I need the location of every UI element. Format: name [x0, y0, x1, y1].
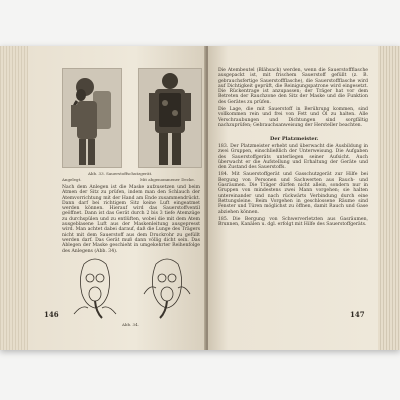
left-page-edges	[0, 46, 28, 350]
left-paragraph: Nach dem Anlegen ist die Maske aufzusetzen und beim Atmen der Sitz zu prüfen, indem man den Schlauch der Atemvorrichtung mit der Hand am Ende zusammendrückt. Dann darf bei richtigem Sitz keine Luft eingeatmet werden können. Hierauf wird das Sauerstoffventil geöffnet. Dann ist das Gerät durch 2 bis 3 tiefe Atemzüge zu durchspülen und zu entlüften, wobei die mit dem Atem ausgeblasene Luft aus der Maskenleitung ausgepresst wird. Man achtet dabei darauf, daß die Lunge des Trägers nicht mit dem Sauerstoff aus dem Druckrohr zu gefüllt werden darf. Das Gerät muß dann völlig dicht sein. Das Ablegen der Maske geschieht in umgekehrter Reihenfolge des Anlegens (Abb. 34).	[62, 185, 200, 254]
photo-image	[139, 69, 201, 167]
photo-respirator-back	[138, 68, 202, 168]
sketch-mask-right	[136, 254, 198, 320]
right-paragraph: 183. Der Platzmeister erhebt und überwacht die Ausbildung in zwei Gruppen, einschließlich der Unterweisung. Die Aufgaben des Sauerstoffgeräts unterliegen seiner Aufsicht. Auch überwacht er die Aufstellung und Erhaltung der Geräte und den Zustand des Sauerstoffs.	[218, 144, 368, 171]
figure-34-caption: Abb. 34.	[122, 322, 139, 327]
right-paragraph: 184. Mit Sauerstoffgerät und Gasschutzgerät zur Hilfe bei Bergung von Personen und Sachwerten aus Rauch- und Gasräumen. Die Träger dürfen nicht allein, sondern nur in Gruppen von mindestens zwei Mann vorgehen; sie halten untereinander und nach rückwärts Verbindung durch eine Rettungsleine. Beim Vorgehen in geschlossene Räume sind Fenster und Türen möglichst zu öffnen, damit Rauch und Gase abziehen können.	[218, 172, 368, 215]
photo-respirator-front	[62, 68, 122, 168]
left-body-text	[62, 185, 200, 254]
right-paragraph: Die Lage, die mit Sauerstoff in Berührung kommen, sind vollkommen rein und frei von Fett und Öl zu halten. Alle Verschraubungen und Dichtungen sind sorgfältig nachzuprüfen; Gebrauchsanweisung der Hersteller beachten.	[218, 107, 368, 128]
right-body-text-bottom	[218, 144, 368, 227]
photo-image	[63, 69, 121, 167]
right-page	[208, 46, 378, 350]
open-book	[0, 46, 400, 350]
right-body-text-top	[218, 68, 368, 128]
mask-drawing	[64, 254, 126, 320]
figure-33-subcaption-left: Angelegt.	[62, 177, 82, 182]
right-page-edges	[378, 46, 400, 350]
figure-33-caption: Abb. 33. Sauerstoffschutzgerät.	[88, 171, 153, 176]
right-page-number: 147	[350, 310, 365, 319]
figure-33-subcaption-right: Mit abgenommener Decke.	[140, 177, 196, 182]
left-page-number: 146	[44, 310, 59, 319]
left-page	[28, 46, 206, 350]
mask-drawing	[136, 254, 198, 320]
section-heading-platzmeister: Der Platzmeister.	[270, 136, 319, 142]
right-paragraph: 185. Die Bergung von Schwerverletzten aus Gasräumen, Brunnen, Kanälen u. dgl. erfolgt mit Hilfe des Sauerstoffgeräts.	[218, 216, 368, 228]
right-paragraph: Die Atembeutel (Blähsack) werden, wenn die Sauerstoffflasche ausgepackt ist, mit frischem Sauerstoff gefüllt (z. B. gebrauchsfertige Sauerstoffflasche), die Sauerstoffflasche wird auf Dichtigkeit geprüft, die Reinigungspatrone wird eingesetzt. Die Rückentrage ist anzupassen; der Träger hat vor dem Betreten der Rauchzone den Sitz der Maske und die Funktion des Gerätes zu prüfen.	[218, 68, 368, 105]
sketch-mask-left	[64, 254, 126, 320]
